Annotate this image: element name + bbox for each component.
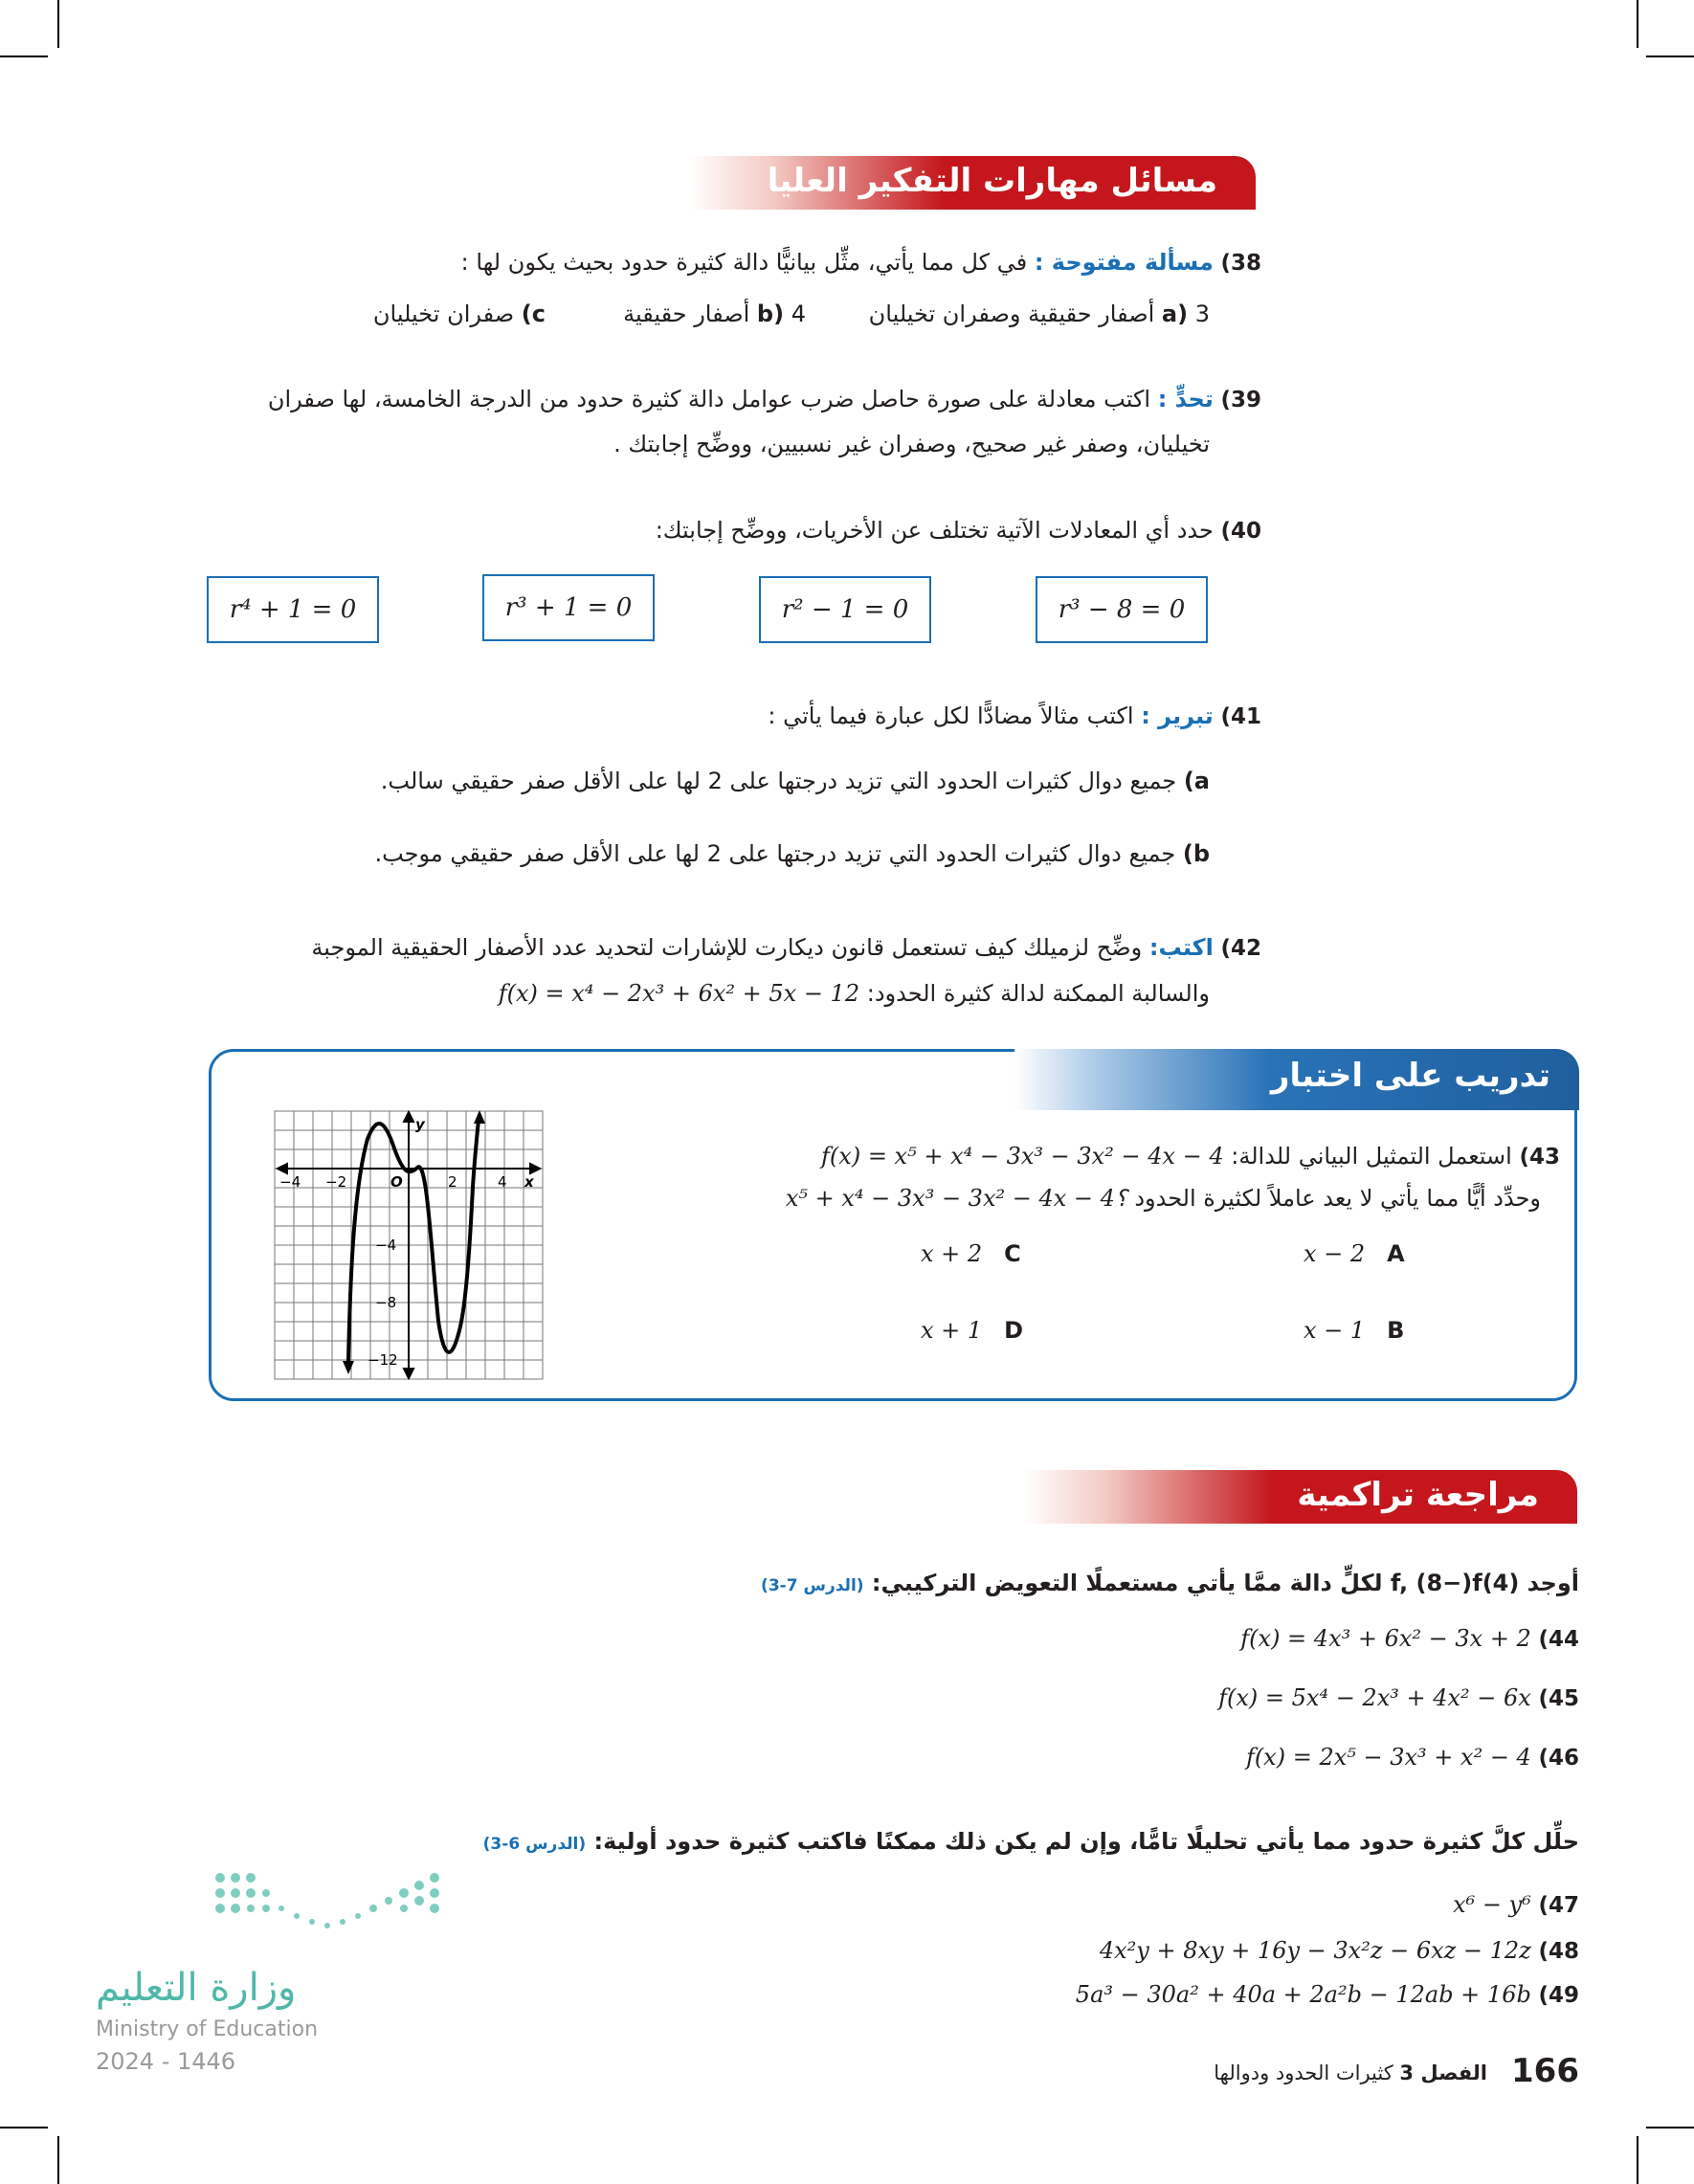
origin-label: O bbox=[390, 1173, 403, 1191]
question-39-line2: تخيليان، وصفر غير صحيح، وصفران غير نسبيين، ووضِّح إجابتك . bbox=[613, 431, 1210, 457]
curve-arrow-down bbox=[343, 1361, 354, 1374]
test-practice-header bbox=[1014, 1049, 1579, 1110]
crop-mark bbox=[57, 2136, 59, 2184]
question-41: 41) تبرير : اكتب مثالاً مضادًّا لكل عبارة فيما يأتي : bbox=[768, 702, 1261, 729]
choice-a[interactable]: x − 2 A bbox=[1304, 1240, 1405, 1267]
review-item-47: 47) x⁶ − y⁶ bbox=[1453, 1891, 1579, 1918]
y-tick-label: −4 bbox=[375, 1237, 397, 1254]
crop-mark bbox=[1637, 0, 1638, 48]
choice-d[interactable]: x + 1 D bbox=[921, 1317, 1023, 1344]
equation-box: r⁴ + 1 = 0 bbox=[207, 576, 379, 643]
review-item-46: 46) f(x) = 2x⁵ − 3x³ + x² − 4 bbox=[1245, 1744, 1579, 1771]
footer-chapter: الفصل 3 كثيرات الحدود ودوالها bbox=[1214, 2061, 1487, 2084]
question-38b: b) 4 أصفار حقيقية bbox=[623, 301, 806, 327]
crop-mark bbox=[0, 56, 48, 57]
review-item-49: 49) 5a³ − 30a² + 40a + 2a²b − 12ab + 16b bbox=[1075, 1981, 1579, 2008]
ministry-logo-dots-icon bbox=[211, 1868, 450, 1945]
x-axis-arrow-left bbox=[278, 1164, 287, 1173]
question-38c: c) صفران تخيليان bbox=[372, 301, 546, 327]
review-section-header bbox=[1024, 1470, 1577, 1524]
curve-arrow-up bbox=[474, 1110, 485, 1124]
crop-mark bbox=[57, 0, 59, 48]
ministry-english-name: Ministry of Education bbox=[96, 2017, 319, 2041]
question-40: 40) حدد أي المعادلات الآتية تختلف عن الأخريات، ووضِّح إجابتك: bbox=[655, 517, 1261, 544]
hot-section-title: مسائل مهارات التفكير العليا bbox=[767, 162, 1217, 200]
review-intro-1: أوجد (4)f, (8−)f لكلٍّ دالة ممَّا يأتي مستعملًا التعويض التركيبي: (الدرس 7-3) bbox=[761, 1570, 1579, 1596]
review-item-48: 48) 4x²y + 8xy + 16y − 3x²z − 6xz − 12z bbox=[1099, 1937, 1579, 1964]
question-42-line2: والسالبة الممكنة لدالة كثيرة الحدود: f(x) = x⁴ − 2x³ + 6x² + 5x − 12 bbox=[498, 980, 1210, 1007]
y-tick-label: −12 bbox=[368, 1351, 398, 1369]
question-38a: a) 3 أصفار حقيقية وصفران تخيليان bbox=[868, 301, 1210, 327]
crop-mark bbox=[1646, 56, 1694, 57]
question-38: 38) مسألة مفتوحة : في كل مما يأتي، مثِّل بيانيًّا دالة كثيرة حدود بحيث يكون لها : bbox=[460, 249, 1261, 276]
choice-b[interactable]: x − 1 B bbox=[1304, 1317, 1405, 1344]
review-item-45: 45) f(x) = 5x⁴ − 2x³ + 4x² − 6x bbox=[1218, 1684, 1579, 1711]
page-number: 166 bbox=[1511, 2052, 1579, 2090]
x-axis-arrow-right bbox=[530, 1164, 540, 1173]
choice-c[interactable]: x + 2 C bbox=[921, 1240, 1021, 1267]
hot-section-header bbox=[689, 156, 1256, 210]
question-43: 43) استعمل التمثيل البياني للدالة: f(x) = x⁵ + x⁴ − 3x³ − 3x² − 4x − 4 bbox=[821, 1143, 1560, 1170]
crop-mark bbox=[1637, 2136, 1638, 2184]
ministry-year: 2024 - 1446 bbox=[96, 2048, 236, 2075]
y-tick-label: −8 bbox=[375, 1294, 397, 1311]
equation-box: r³ − 8 = 0 bbox=[1036, 576, 1208, 643]
polynomial-curve bbox=[348, 1120, 479, 1361]
question-39: 39) تحدٍّ : اكتب معادلة على صورة حاصل ضرب عوامل دالة كثيرة حدود من الدرجة الخامسة، لها صفران bbox=[267, 386, 1261, 412]
polynomial-graph bbox=[274, 1110, 544, 1380]
crop-mark bbox=[0, 2127, 48, 2128]
question-41a: a) جميع دوال كثيرات الحدود التي تزيد درجتها على 2 لها على الأقل صفر حقيقي سالب. bbox=[380, 768, 1210, 794]
equation-box: r³ + 1 = 0 bbox=[482, 574, 655, 641]
x-tick-label: −4 bbox=[279, 1173, 301, 1191]
x-tick-label: −2 bbox=[325, 1173, 347, 1191]
review-intro-2: حلِّل كلَّ كثيرة حدود مما يأتي تحليلًا تامًّا، وإن لم يكن ذلك ممكنًا فاكتب كثيرة حدود أولية: (الدرس 6-3) bbox=[482, 1828, 1579, 1855]
x-axis-label: x bbox=[524, 1173, 534, 1191]
question-42: 42) اكتب: وضِّح لزميلك كيف تستعمل قانون ديكارت للإشارات لتحديد عدد الأصفار الحقيقية الموجبة bbox=[311, 934, 1261, 961]
review-item-44: 44) f(x) = 4x³ + 6x² − 3x + 2 bbox=[1240, 1625, 1579, 1652]
question-43-line2: وحدِّد أيًّا مما يأتي لا يعد عاملاً لكثيرة الحدود x⁵ + x⁴ − 3x³ − 3x² − 4x − 4؟ bbox=[785, 1185, 1541, 1212]
review-section-title: مراجعة تراكمية bbox=[1297, 1476, 1539, 1514]
crop-mark bbox=[1646, 2127, 1694, 2128]
y-axis-label: y bbox=[415, 1116, 425, 1133]
equation-box: r² − 1 = 0 bbox=[759, 576, 931, 643]
question-41b: b) جميع دوال كثيرات الحدود التي تزيد درجتها على 2 لها على الأقل صفر حقيقي موجب. bbox=[374, 840, 1210, 867]
ministry-arabic-name: وزارة التعليم bbox=[96, 1966, 297, 2010]
y-axis-arrow-down bbox=[404, 1369, 413, 1378]
x-tick-label: 4 bbox=[498, 1173, 507, 1191]
x-tick-label: 2 bbox=[448, 1173, 457, 1191]
y-axis-arrow-up bbox=[404, 1112, 413, 1122]
test-practice-title: تدريب على اختبار bbox=[1270, 1057, 1550, 1095]
